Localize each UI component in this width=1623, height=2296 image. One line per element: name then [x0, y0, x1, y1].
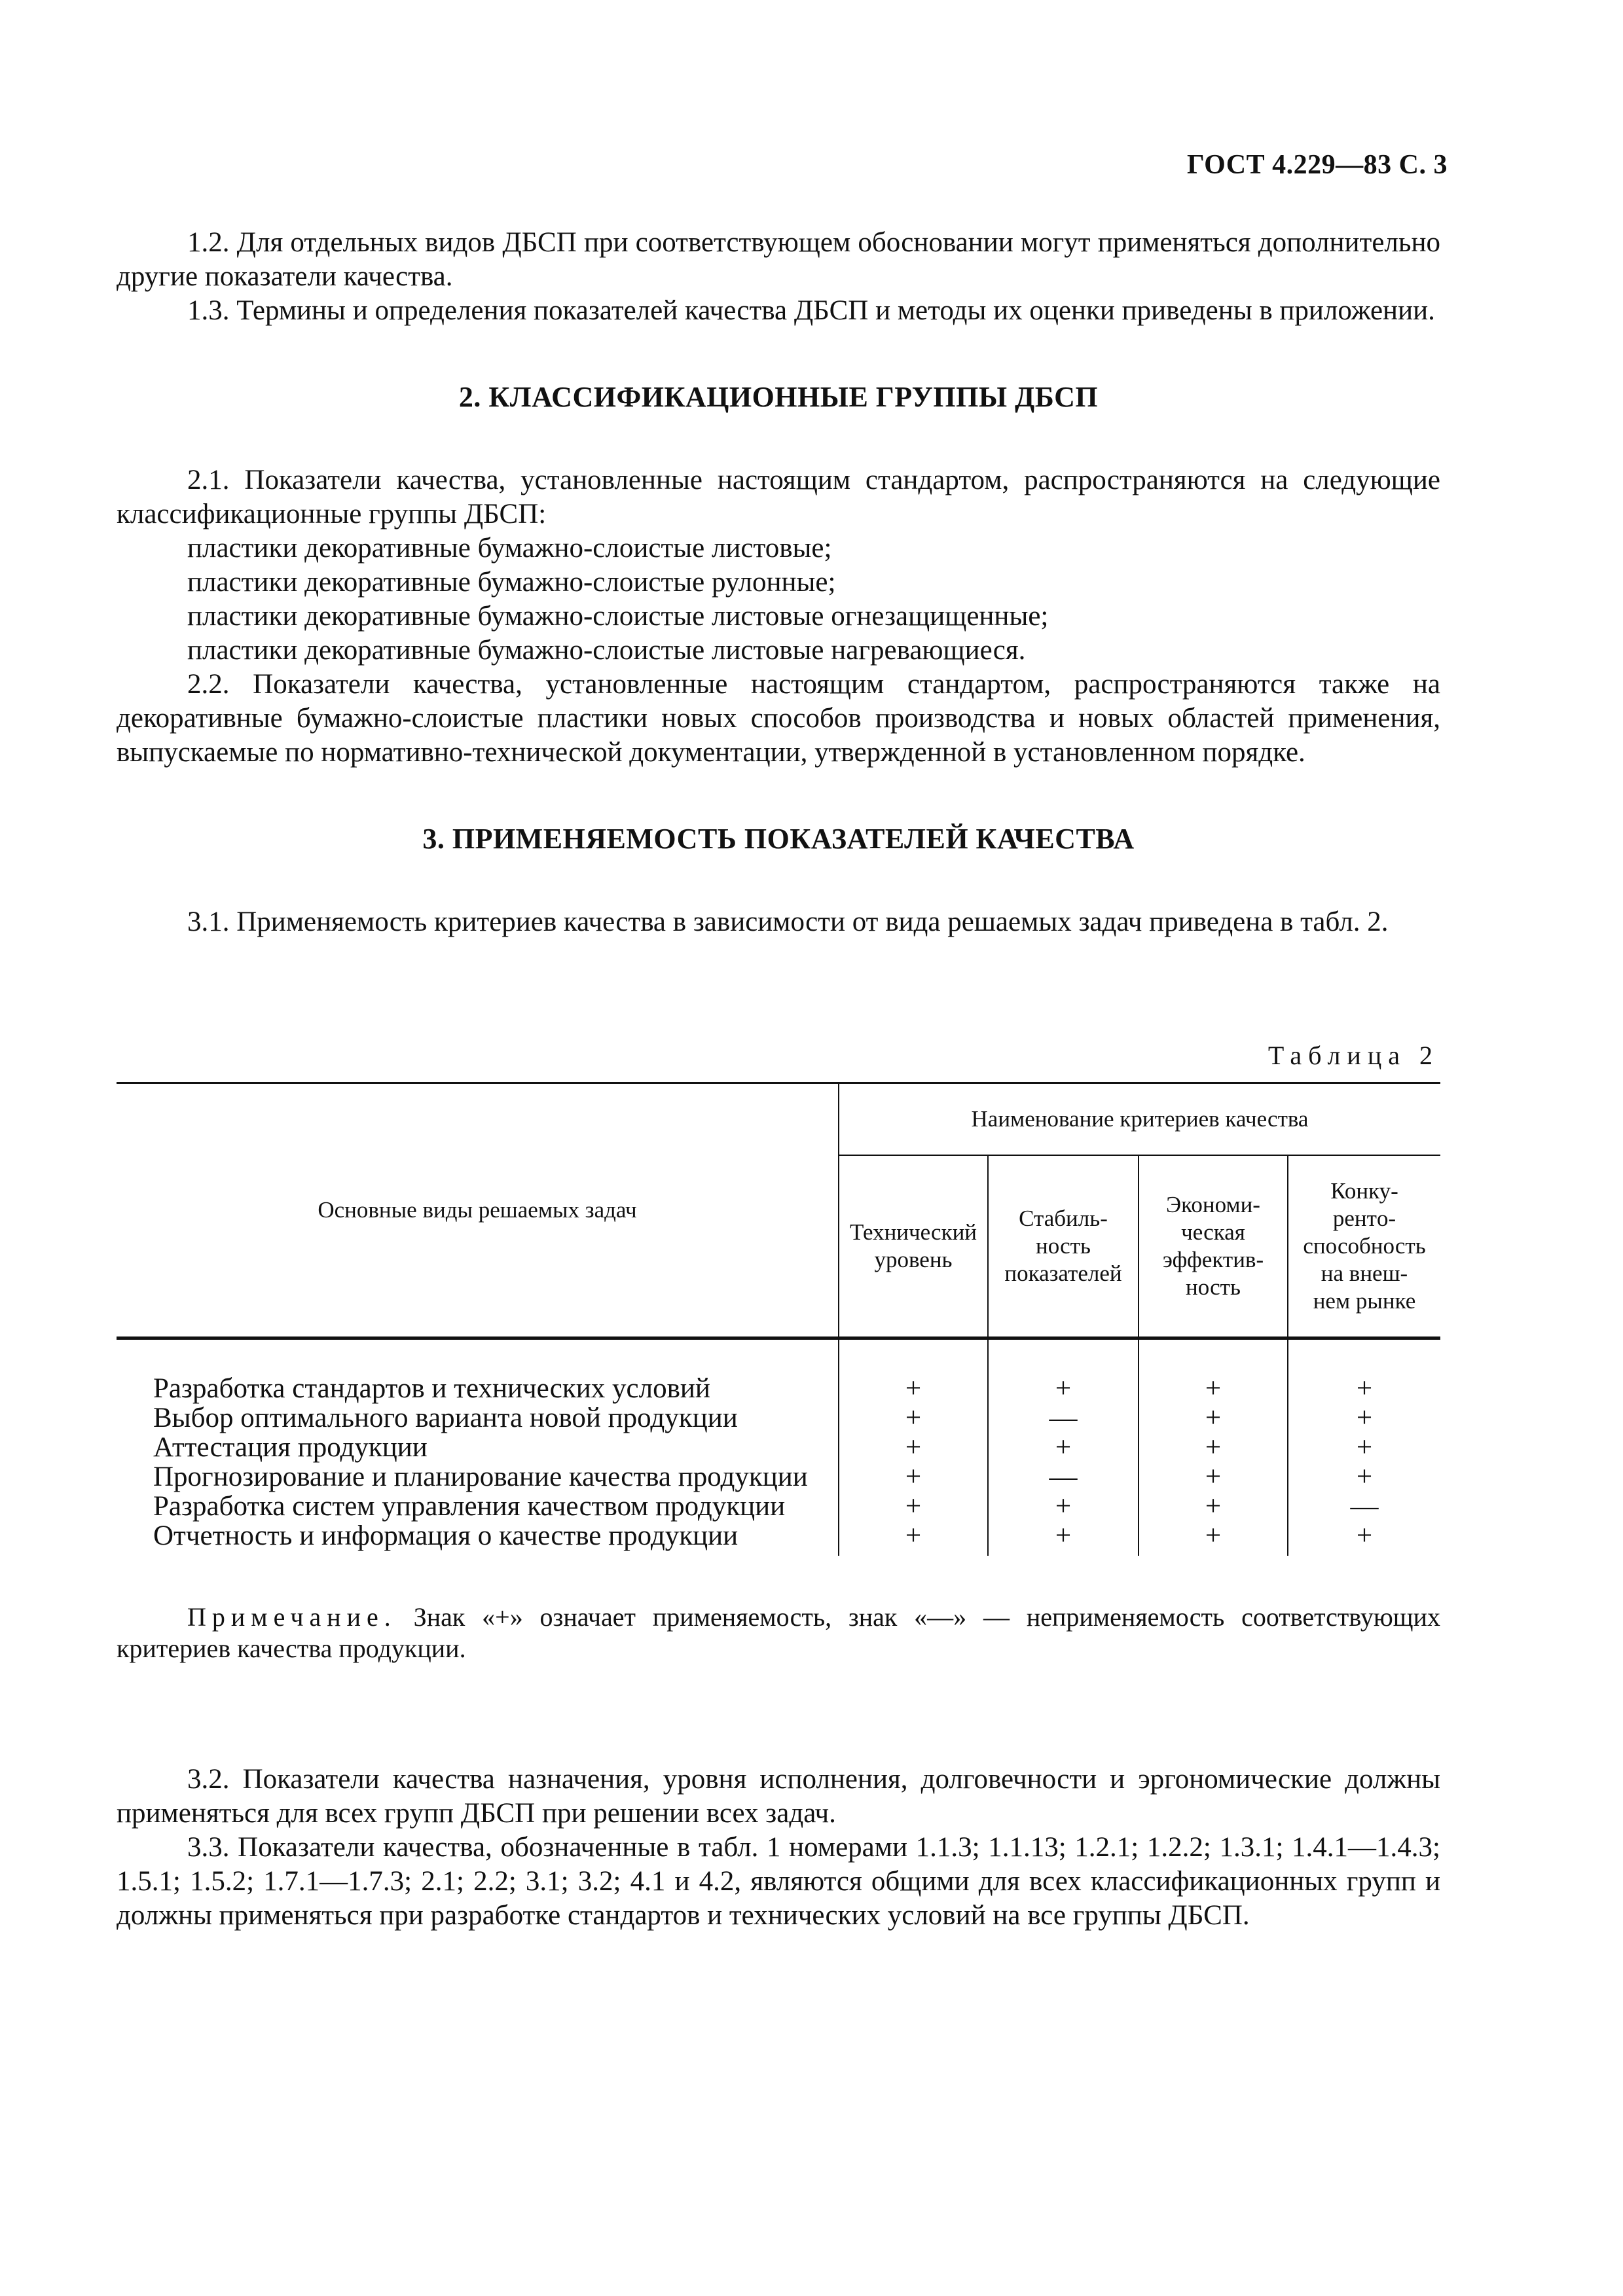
mark-cell: — — [988, 1403, 1139, 1433]
criterion-header-economic: Экономи- ческая эффектив- ность — [1139, 1155, 1288, 1338]
mark-cell: + — [839, 1462, 988, 1492]
mark-cell: + — [839, 1338, 988, 1404]
table-row — [117, 1462, 1440, 1492]
group-item: пластики декоративные бумажно-слоистые рулонные; — [187, 567, 836, 598]
criterion-header-competitiveness: Конку- рентo- способность на внеш- нем рынке — [1288, 1155, 1440, 1338]
paragraph-2-1: 2.1. Показатели качества, установленные настоящим стандартом, распространяются на следующие классификационные группы ДБСП: — [117, 465, 1440, 529]
mark-cell: + — [839, 1433, 988, 1462]
table-row — [117, 1403, 1440, 1433]
task-cell: Разработка систем управления качеством продукции — [153, 1491, 786, 1522]
mark-cell: + — [988, 1492, 1139, 1521]
note-text: Знак «+» означает применяемость, знак «—» — неприменяемость соответствующих критериев качества продукции. — [117, 1602, 1440, 1663]
paragraph-3-2: 3.2. Показатели качества назначения, уровня исполнения, долговечности и эргономические должны применяться для всех групп ДБСП при решении всех задач. — [117, 1764, 1440, 1829]
group-item: пластики декоративные бумажно-слоистые листовые нагревающиеся. — [187, 635, 1026, 666]
document-body — [117, 226, 1440, 1933]
mark-cell: + — [1139, 1403, 1288, 1433]
paragraph-3-3: 3.3. Показатели качества, обозначенные в табл. 1 номерами 1.1.3; 1.1.13; 1.2.1; 1.2.2; 1.3.1; 1.4.1—1.4.3; 1.5.1; 1.5.2; 1.7.1—1.7.3; 2.1; 2.2; 3.1; 3.2; 4.1 и 4.2, являются общими для всех классификационных групп и должны применяться при разработке стандартов и технических условий на все группы ДБСП. — [117, 1832, 1440, 1931]
paragraph-2-2: 2.2. Показатели качества, установленные настоящим стандартом, распространяются также на декоративные бумажно-слоистые пластики новых способов производства и новых областей применения, выпускаемые по нормативно-технической документации, утвержденной в установленном порядке. — [117, 669, 1440, 768]
criterion-header-technical: Технический уровень — [839, 1155, 988, 1338]
criteria-group-header: Наименование критериев качества — [839, 1083, 1440, 1156]
table-row — [117, 1521, 1440, 1556]
paragraph-1-3: 1.3. Термины и определения показателей качества ДБСП и методы их оценки приведены в приложении. — [187, 295, 1435, 326]
applicability-table — [117, 1082, 1440, 1556]
task-cell: Выбор оптимального варианта новой продукции — [153, 1403, 738, 1433]
section-2-title: 2. КЛАССИФИКАЦИОННЫЕ ГРУППЫ ДБСП — [458, 381, 1099, 413]
mark-cell: + — [1139, 1433, 1288, 1462]
mark-cell: + — [988, 1433, 1139, 1462]
mark-cell: + — [1288, 1338, 1440, 1404]
mark-cell: + — [988, 1338, 1139, 1404]
group-item: пластики декоративные бумажно-слоистые листовые огнезащищенные; — [187, 601, 1049, 632]
mark-cell: + — [1139, 1521, 1288, 1556]
section-3-title: 3. ПРИМЕНЯЕМОСТЬ ПОКАЗАТЕЛЕЙ КАЧЕСТВА — [422, 823, 1135, 855]
mark-cell: + — [1139, 1462, 1288, 1492]
paragraph-1-2: 1.2. Для отдельных видов ДБСП при соответствующем обосновании могут применяться дополнительно другие показатели качества. — [117, 227, 1440, 292]
table-row — [117, 1492, 1440, 1521]
mark-cell: + — [1139, 1338, 1288, 1404]
mark-cell: + — [1139, 1492, 1288, 1521]
mark-cell: — — [988, 1462, 1139, 1492]
paragraph-3-1: 3.1. Применяемость критериев качества в зависимости от вида решаемых задач приведена в табл. 2. — [187, 906, 1389, 937]
note-label: Примечание. — [187, 1602, 397, 1632]
group-item: пластики декоративные бумажно-слоистые листовые; — [187, 533, 832, 564]
mark-cell: + — [839, 1492, 988, 1521]
page-header: ГОСТ 4.229—83 С. 3 — [1186, 150, 1448, 180]
table-row — [117, 1433, 1440, 1462]
mark-cell: + — [1288, 1403, 1440, 1433]
mark-cell: + — [1288, 1433, 1440, 1462]
table-caption: Таблица 2 — [1267, 1041, 1439, 1070]
mark-cell: + — [1288, 1521, 1440, 1556]
task-cell: Аттестация продукции — [153, 1432, 428, 1463]
mark-cell: + — [839, 1521, 988, 1556]
mark-cell: + — [839, 1403, 988, 1433]
mark-cell: — — [1288, 1492, 1440, 1521]
task-cell: Прогнозирование и планирование качества продукции — [153, 1462, 808, 1492]
table-row — [117, 1338, 1440, 1404]
mark-cell: + — [988, 1521, 1139, 1556]
task-column-header: Основные виды решаемых задач — [117, 1083, 839, 1338]
mark-cell: + — [1288, 1462, 1440, 1492]
criterion-header-stability: Стабиль- ность показателей — [988, 1155, 1139, 1338]
table-note — [117, 1602, 1440, 1664]
task-cell: Разработка стандартов и технических условий — [153, 1373, 710, 1404]
task-cell: Отчетность и информация о качестве продукции — [153, 1520, 739, 1551]
